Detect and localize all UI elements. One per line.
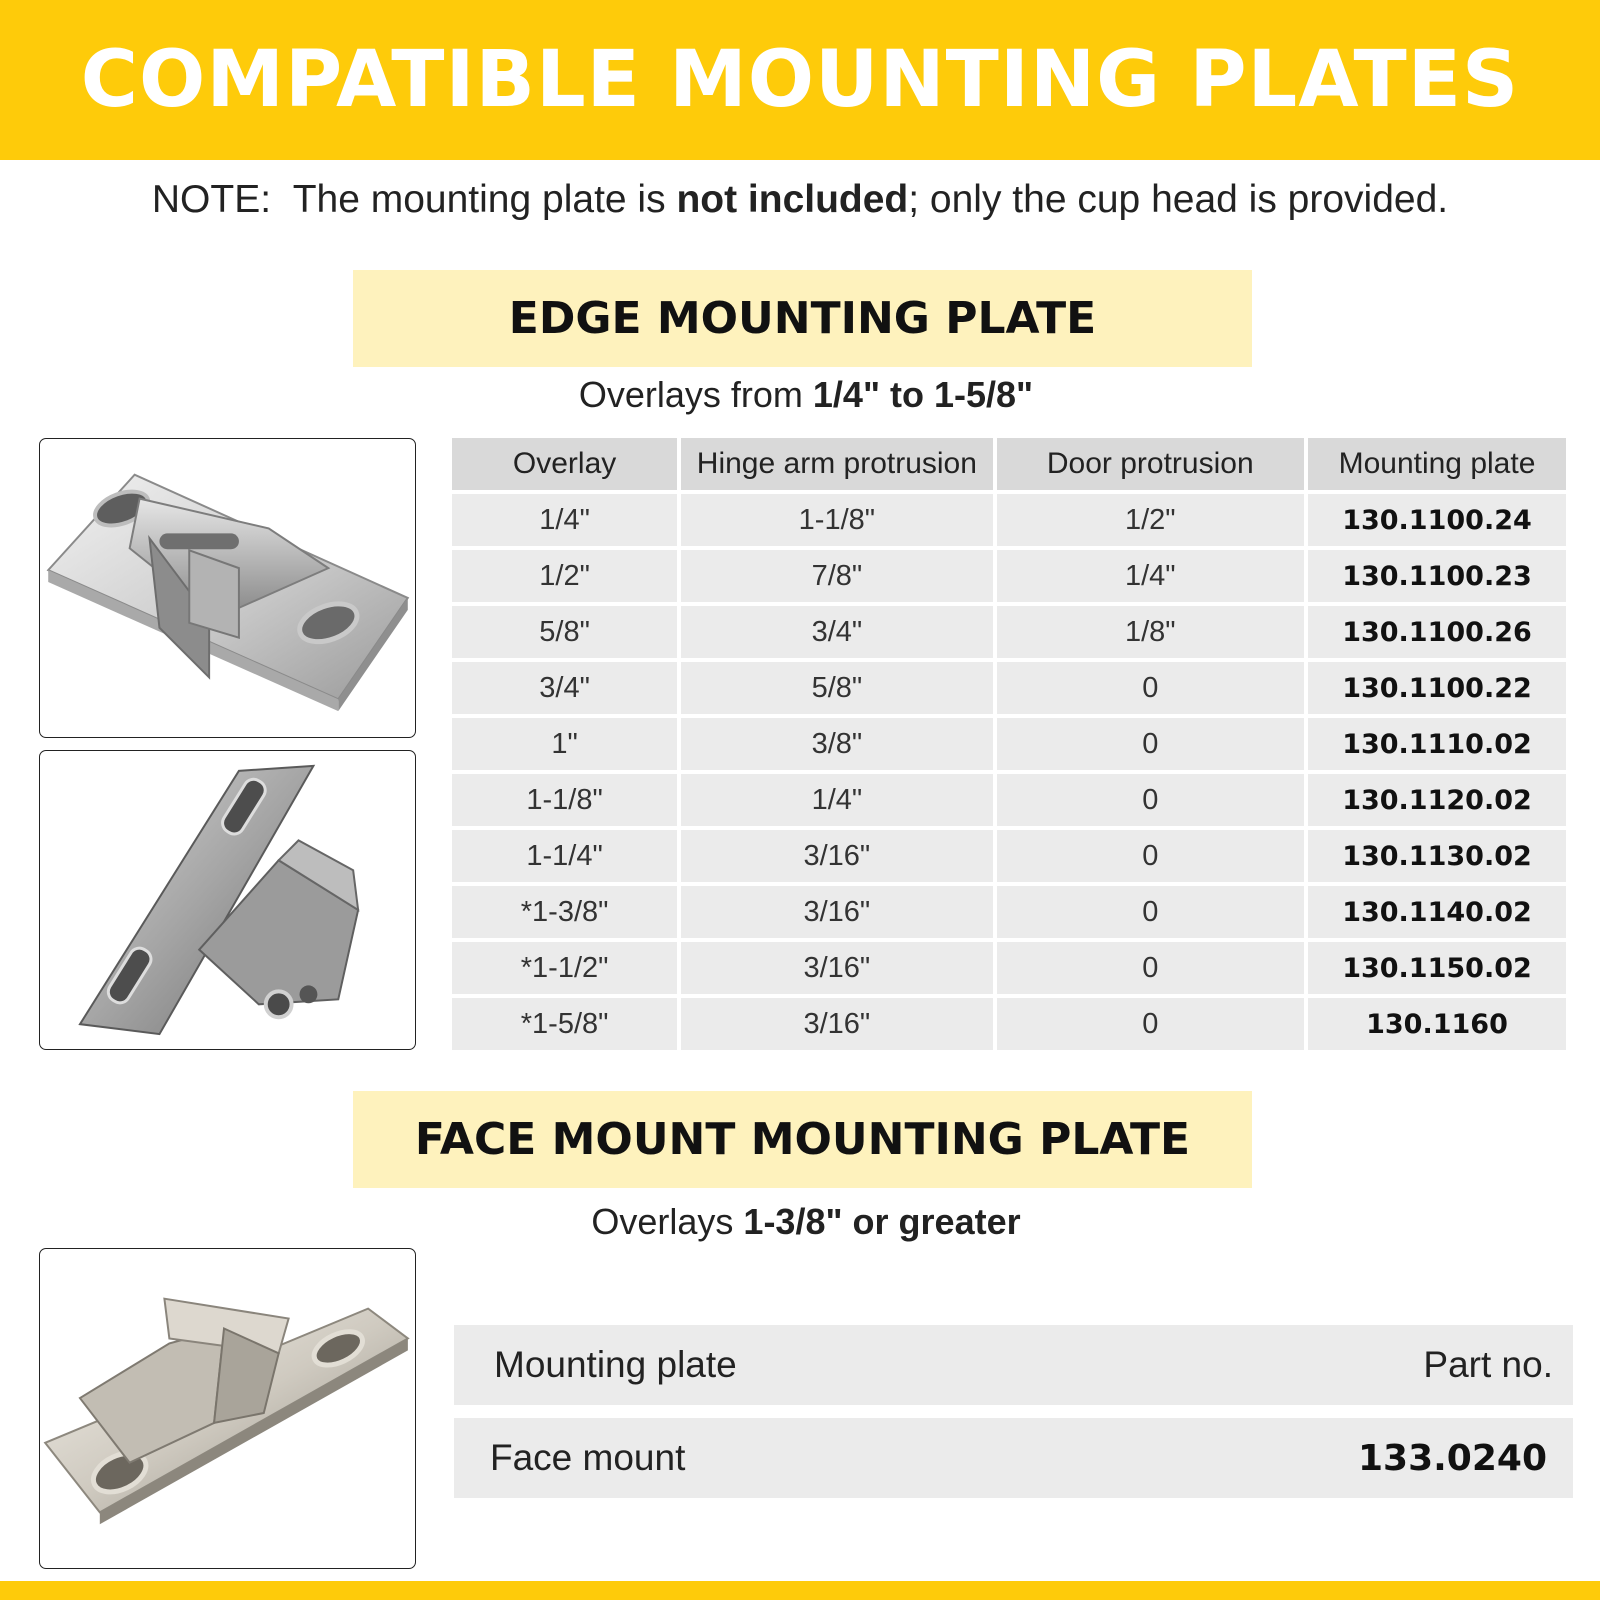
mounting-plate-cell: 130.1150.02 — [1308, 942, 1566, 994]
face-heading-text: FACE MOUNT MOUNTING PLATE — [414, 1114, 1191, 1165]
note-text — [0, 178, 1600, 222]
overlay-cell: 1" — [452, 718, 677, 770]
table-row — [452, 830, 1566, 882]
overlay-cell: 5/8" — [452, 606, 677, 658]
column-header-door: Door protrusion — [997, 438, 1304, 490]
hinge-arm-cell: 3/4" — [681, 606, 992, 658]
face-header-mounting-plate: Mounting plate — [494, 1344, 737, 1385]
door-protrusion-cell: 1/4" — [997, 550, 1304, 602]
title-banner — [0, 0, 1600, 160]
hinge-arm-cell: 3/16" — [681, 998, 992, 1050]
face-section-heading — [353, 1091, 1252, 1188]
table-row — [452, 494, 1566, 546]
hinge-arm-cell: 1-1/8" — [681, 494, 992, 546]
hinge-arm-cell: 3/16" — [681, 886, 992, 938]
hinge-arm-cell: 5/8" — [681, 662, 992, 714]
overlay-cell: *1-3/8" — [452, 886, 677, 938]
overlay-cell: 1/2" — [452, 550, 677, 602]
note-prefix: NOTE: The mounting plate is — [151, 178, 677, 221]
door-protrusion-cell: 0 — [997, 830, 1304, 882]
edge-plate-illustration-1 — [40, 439, 415, 737]
overlay-cell: *1-1/2" — [452, 942, 677, 994]
face-subtitle — [0, 1201, 1600, 1243]
edge-plate-table — [448, 434, 1570, 1054]
door-protrusion-cell: 1/2" — [997, 494, 1304, 546]
door-protrusion-cell: 0 — [997, 774, 1304, 826]
table-row — [452, 550, 1566, 602]
door-protrusion-cell: 1/8" — [997, 606, 1304, 658]
mounting-plate-cell: 130.1140.02 — [1308, 886, 1566, 938]
bottom-accent-bar — [0, 1581, 1600, 1600]
edge-section-heading — [353, 270, 1252, 367]
door-protrusion-cell: 0 — [997, 718, 1304, 770]
overlay-cell: 1/4" — [452, 494, 677, 546]
face-subtitle-prefix: Overlays — [591, 1201, 744, 1242]
mounting-plate-cell: 130.1100.22 — [1308, 662, 1566, 714]
door-protrusion-cell: 0 — [997, 662, 1304, 714]
edge-plate-photo-2 — [39, 750, 416, 1050]
table-row — [452, 942, 1566, 994]
door-protrusion-cell: 0 — [997, 942, 1304, 994]
table-row — [452, 774, 1566, 826]
table-header-row — [452, 438, 1566, 490]
edge-subtitle — [0, 374, 1600, 416]
face-plate-illustration — [40, 1249, 415, 1568]
mounting-plate-cell: 130.1110.02 — [1308, 718, 1566, 770]
page-title: COMPATIBLE MOUNTING PLATES — [80, 35, 1520, 125]
note-suffix: ; only the cup head is provided. — [908, 178, 1449, 221]
door-protrusion-cell: 0 — [997, 998, 1304, 1050]
edge-plate-illustration-2 — [40, 751, 415, 1049]
mounting-plate-cell: 130.1100.26 — [1308, 606, 1566, 658]
column-header-mounting-plate: Mounting plate — [1308, 438, 1566, 490]
overlay-cell: 1-1/8" — [452, 774, 677, 826]
hinge-arm-cell: 3/16" — [681, 830, 992, 882]
overlay-cell: 3/4" — [452, 662, 677, 714]
overlay-cell: 1-1/4" — [452, 830, 677, 882]
hinge-arm-cell: 1/4" — [681, 774, 992, 826]
mounting-plate-cell: 130.1160 — [1308, 998, 1566, 1050]
note-emphasis: not included — [676, 178, 909, 221]
edge-subtitle-range: 1/4" to 1-5/8" — [812, 374, 1034, 415]
table-row — [452, 662, 1566, 714]
hinge-arm-cell: 7/8" — [681, 550, 992, 602]
mounting-plate-cell: 130.1100.24 — [1308, 494, 1566, 546]
face-row-part-number: 133.0240 — [1357, 1437, 1547, 1479]
face-row-label: Face mount — [490, 1437, 686, 1478]
face-header-part-no: Part no. — [1423, 1344, 1553, 1385]
edge-heading-text: EDGE MOUNTING PLATE — [508, 293, 1097, 344]
mounting-plate-cell: 130.1130.02 — [1308, 830, 1566, 882]
overlay-cell: *1-5/8" — [452, 998, 677, 1050]
mounting-plate-cell: 130.1120.02 — [1308, 774, 1566, 826]
edge-subtitle-prefix: Overlays from — [578, 374, 813, 415]
door-protrusion-cell: 0 — [997, 886, 1304, 938]
table-row — [452, 718, 1566, 770]
face-table-row — [454, 1418, 1573, 1498]
face-subtitle-range: 1-3/8" or greater — [743, 1201, 1021, 1242]
column-header-overlay: Overlay — [452, 438, 677, 490]
table-row — [452, 886, 1566, 938]
table-row — [452, 998, 1566, 1050]
hinge-arm-cell: 3/16" — [681, 942, 992, 994]
hinge-arm-cell: 3/8" — [681, 718, 992, 770]
table-row — [452, 606, 1566, 658]
column-header-hinge-arm: Hinge arm protrusion — [681, 438, 992, 490]
face-plate-photo — [39, 1248, 416, 1569]
face-table-header — [454, 1325, 1573, 1405]
edge-plate-photo-1 — [39, 438, 416, 738]
mounting-plate-cell: 130.1100.23 — [1308, 550, 1566, 602]
